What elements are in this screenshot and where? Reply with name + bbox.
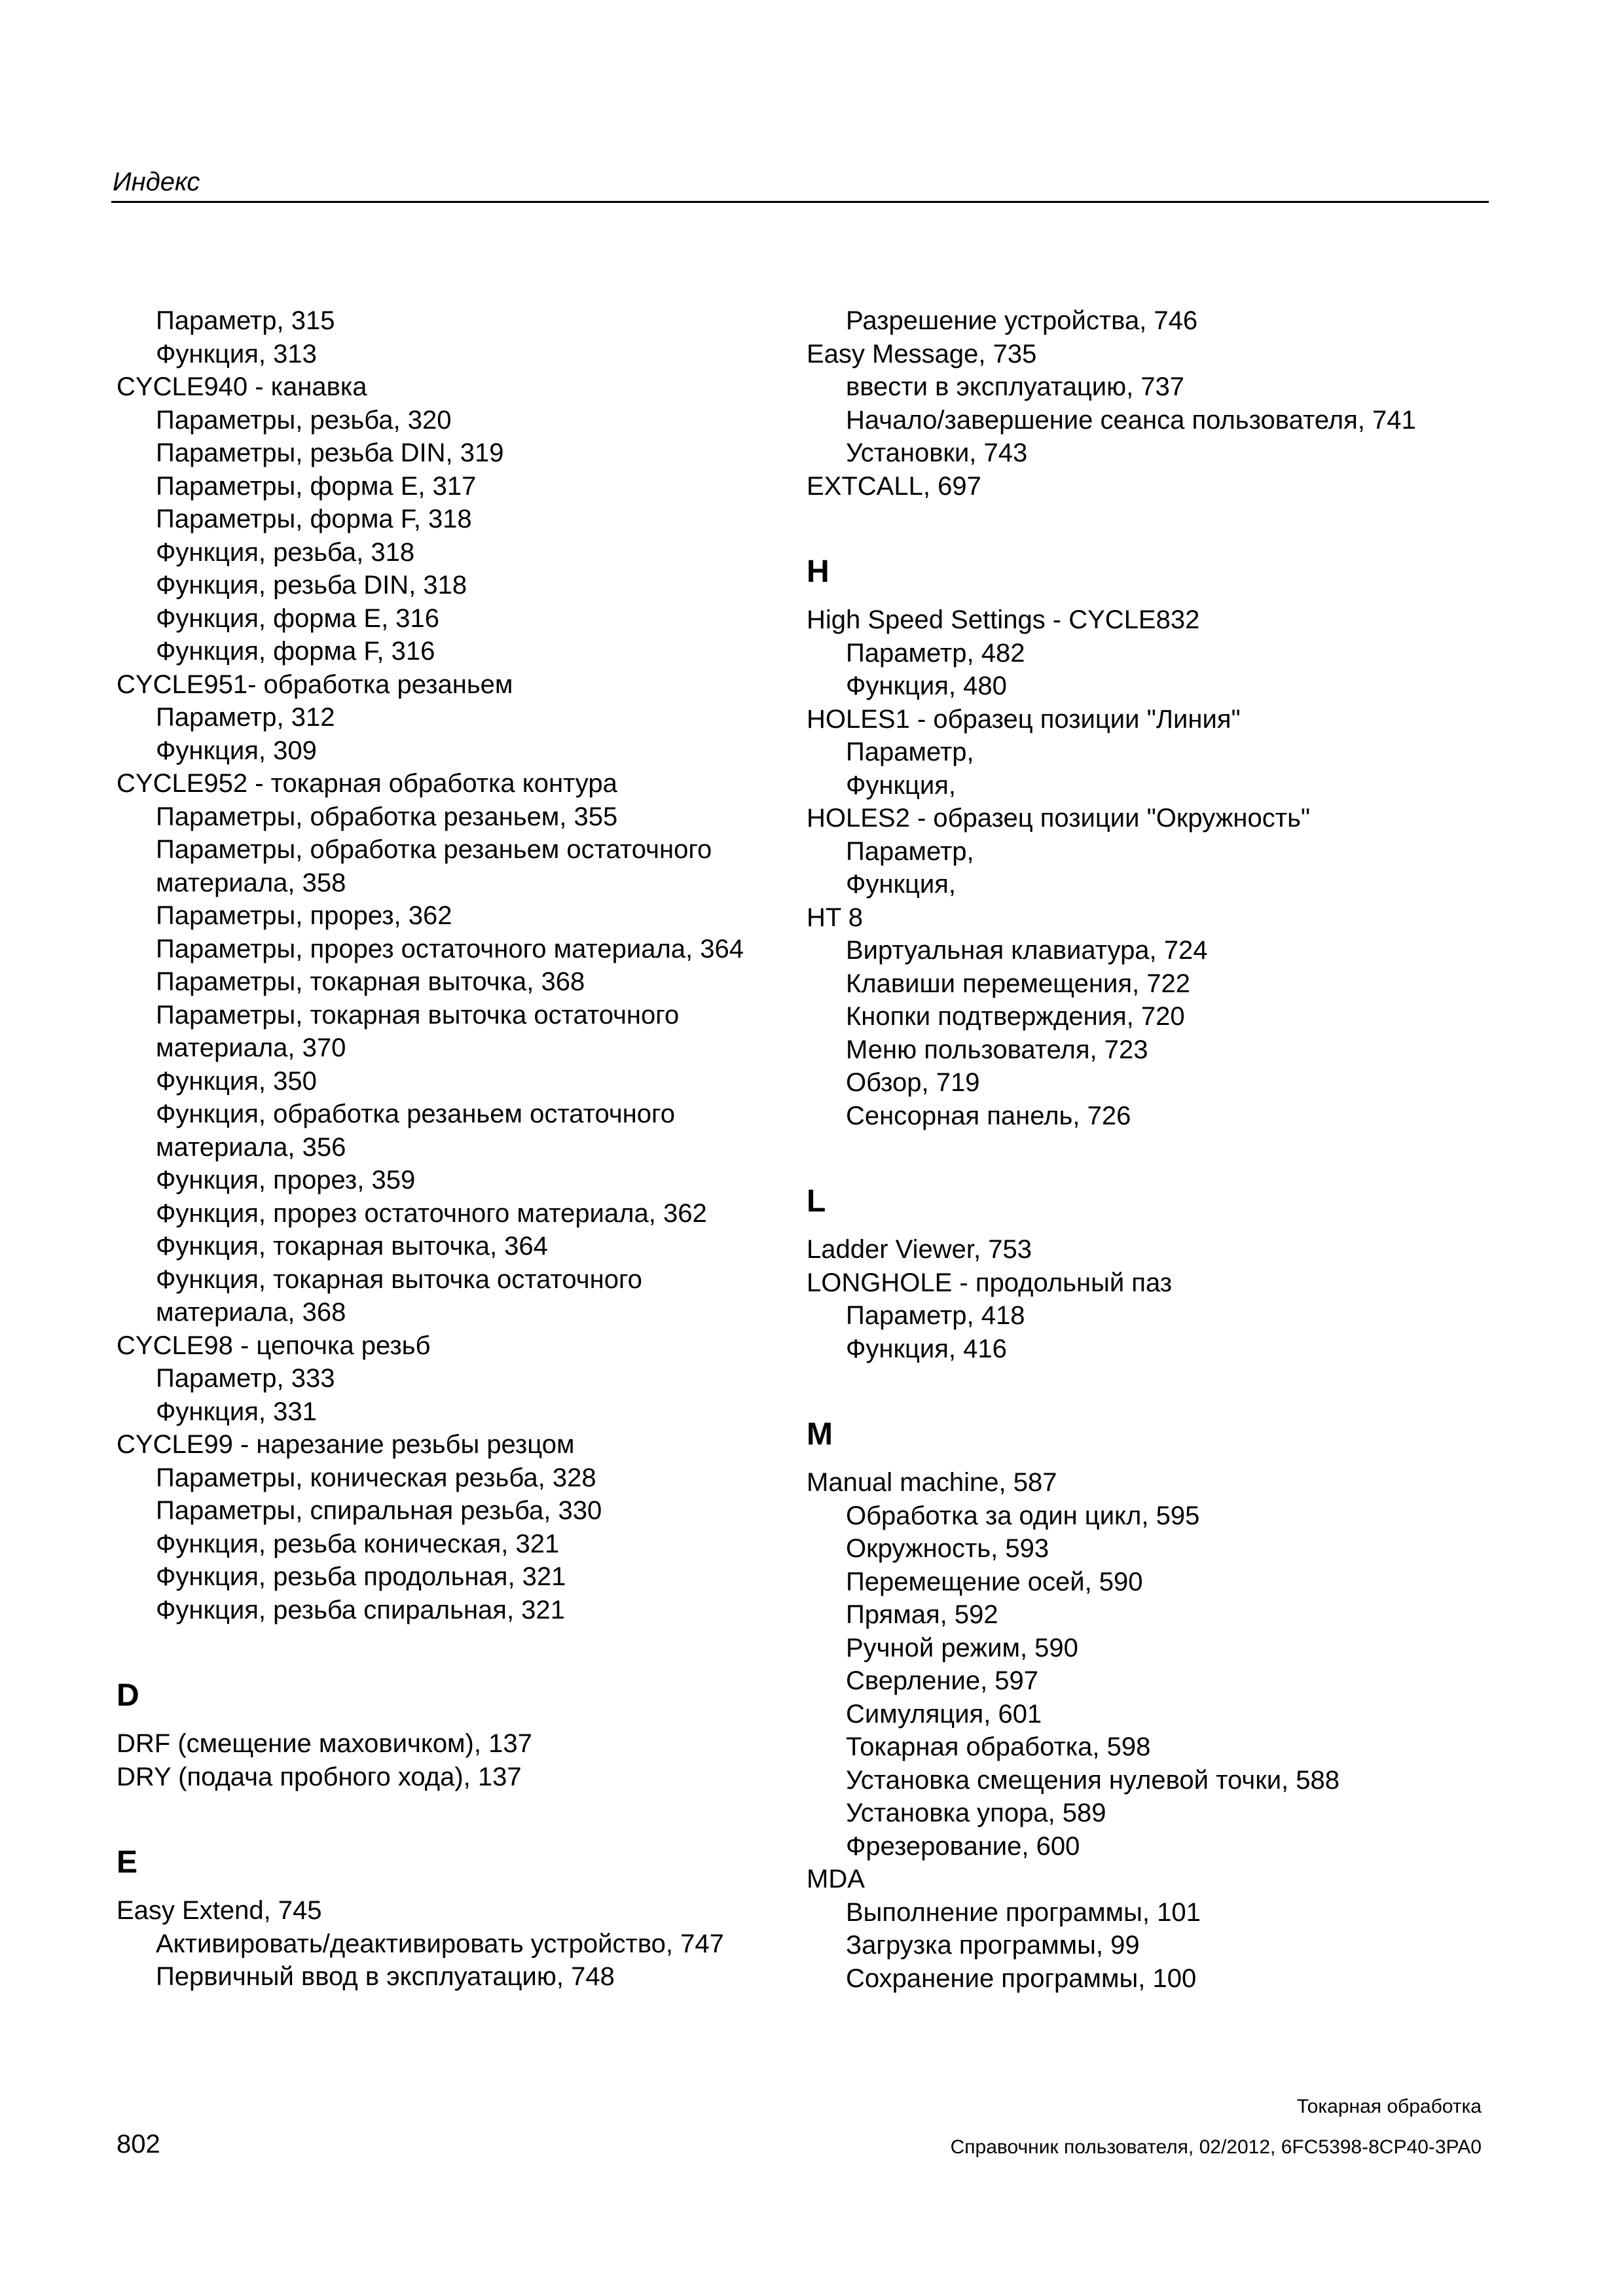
index-subentry: Параметры, спиральная резьба, 330 (156, 1496, 602, 1525)
index-subentry: Функция, прорез, 359 (156, 1166, 416, 1194)
index-subentry: Функция, резьба спиральная, 321 (156, 1595, 565, 1624)
footer-book-title: Токарная обработка (1296, 2096, 1482, 2117)
index-subentry: Сенсорная панель, 726 (846, 1101, 1131, 1130)
index-subentry: Функция, резьба продольная, 321 (156, 1562, 566, 1591)
index-entry: Ladder Viewer, 753 (807, 1235, 1032, 1264)
index-subentry: Меню пользователя, 723 (846, 1035, 1148, 1064)
index-subentry: Функция, форма F, 316 (156, 637, 435, 666)
index-entry: DRY (подача пробного хода), 137 (117, 1762, 522, 1791)
index-subentry: Прямая, 592 (846, 1600, 998, 1629)
index-subentry: Параметры, токарная выточка остаточного (156, 1000, 680, 1030)
index-entry: CYCLE940 - канавка (117, 372, 367, 401)
index-subentry: Окружность, 593 (846, 1534, 1049, 1563)
header-divider (111, 201, 1489, 203)
running-header-title: Индекс (113, 168, 200, 196)
index-subentry: Активировать/деактивировать устройство, 747 (156, 1929, 724, 1958)
index-section-letter: D (117, 1678, 139, 1713)
index-subentry: Кнопки подтверждения, 720 (846, 1002, 1185, 1031)
index-subentry: Параметры, прорез, 362 (156, 901, 452, 930)
index-subentry: Параметр, (846, 836, 974, 866)
page-number: 802 (117, 2130, 160, 2159)
index-subentry: Ручной режим, 590 (846, 1633, 1078, 1662)
index-subentry: Параметры, прорез остаточного материала, 364 (156, 934, 744, 963)
index-subentry: Параметр, 312 (156, 703, 335, 732)
index-subentry: Установки, 743 (846, 439, 1028, 467)
index-subentry: Параметры, обработка резаньем, 355 (156, 802, 618, 831)
index-entry: CYCLE98 - цепочка резьб (117, 1331, 431, 1360)
index-entry: High Speed Settings - CYCLE832 (807, 605, 1200, 634)
index-subentry: Функция, прорез остаточного материала, 362 (156, 1198, 707, 1228)
index-entry: HT 8 (807, 903, 863, 932)
index-subentry: Сверление, 597 (846, 1666, 1039, 1695)
index-subentry: Параметры, обработка резаньем остаточного (156, 835, 712, 864)
index-subentry: Параметр, 418 (846, 1301, 1025, 1330)
index-subentry: Обработка за один цикл, 595 (846, 1501, 1200, 1530)
index-subentry: ввести в эксплуатацию, 737 (846, 372, 1185, 401)
index-subentry: Функция, (846, 870, 957, 899)
index-subentry: Начало/завершение сеанса пользователя, 741 (846, 405, 1416, 435)
index-entry: MDA (807, 1865, 865, 1893)
index-entry: DRF (смещение маховичком), 137 (117, 1729, 532, 1758)
index-subentry: Функция, 480 (846, 672, 1007, 700)
index-subentry: Параметры, резьба, 320 (156, 405, 452, 435)
index-subentry: Параметры, токарная выточка, 368 (156, 967, 585, 996)
index-subentry: Параметр, 315 (156, 306, 335, 335)
index-section-letter: E (117, 1845, 138, 1880)
index-subentry: Фрезерование, 600 (846, 1831, 1080, 1861)
index-subentry: Функция, обработка резаньем остаточного (156, 1100, 675, 1128)
index-subentry: Функция, 313 (156, 339, 317, 368)
index-subentry: материала, 358 (156, 868, 346, 897)
index-entry: HOLES1 - образец позиции "Линия" (807, 704, 1241, 734)
index-entry: Manual machine, 587 (807, 1468, 1057, 1497)
index-subentry: Функция, резьба, 318 (156, 537, 415, 567)
index-subentry: Функция, токарная выточка, 364 (156, 1232, 548, 1261)
index-subentry: Параметры, коническая резьба, 328 (156, 1463, 596, 1492)
index-entry: EXTCALL, 697 (807, 471, 981, 501)
index-subentry: Параметр, 333 (156, 1364, 335, 1393)
index-subentry: Токарная обработка, 598 (846, 1732, 1151, 1761)
index-subentry: Параметры, резьба DIN, 319 (156, 439, 504, 467)
index-subentry: Виртуальная клавиатура, 724 (846, 936, 1208, 965)
index-entry: LONGHOLE - продольный паз (807, 1268, 1173, 1297)
index-subentry: Функция, (846, 770, 957, 800)
index-entry: CYCLE99 - нарезание резьбы резцом (117, 1430, 575, 1459)
index-column-right (807, 304, 1481, 1995)
index-section-letter: H (807, 554, 830, 589)
index-subentry: Установка упора, 589 (846, 1799, 1106, 1827)
index-subentry: Параметры, форма E, 317 (156, 471, 477, 501)
index-subentry: Функция, резьба коническая, 321 (156, 1529, 560, 1558)
index-subentry: Разрешение устройства, 746 (846, 306, 1198, 335)
index-entry: Easy Extend, 745 (117, 1896, 322, 1925)
index-subentry: Функция, 331 (156, 1397, 317, 1426)
index-subentry: Параметры, форма F, 318 (156, 505, 472, 533)
index-subentry: материала, 370 (156, 1033, 346, 1062)
index-subentry: Функция, 416 (846, 1334, 1007, 1363)
index-subentry: Клавиши перемещения, 722 (846, 969, 1190, 998)
index-subentry: Функция, форма E, 316 (156, 603, 440, 633)
index-entry: Easy Message, 735 (807, 339, 1037, 368)
index-subentry: Параметр, 482 (846, 638, 1025, 668)
index-subentry: Выполнение программы, 101 (846, 1897, 1201, 1927)
index-subentry: Параметр, (846, 738, 974, 766)
index-subentry: Первичный ввод в эксплуатацию, 748 (156, 1962, 615, 1991)
index-subentry: Сохранение программы, 100 (846, 1964, 1197, 1993)
index-subentry: Обзор, 719 (846, 1068, 980, 1097)
index-section-letter: L (807, 1184, 826, 1219)
index-subentry: Установка смещения нулевой точки, 588 (846, 1765, 1340, 1795)
index-subentry: Симуляция, 601 (846, 1699, 1042, 1729)
index-subentry: Функция, 309 (156, 736, 317, 765)
index-subentry: Перемещение осей, 590 (846, 1567, 1143, 1596)
index-subentry: Загрузка программы, 99 (846, 1931, 1140, 1960)
index-subentry: Функция, резьба DIN, 318 (156, 571, 467, 600)
footer-manual-info: Справочник пользователя, 02/2012, 6FC5398-8CP40-3PA0 (950, 2136, 1482, 2158)
index-subentry: Функция, 350 (156, 1066, 317, 1096)
index-entry: HOLES2 - образец позиции "Окружность" (807, 804, 1311, 833)
index-subentry: материала, 356 (156, 1132, 346, 1162)
index-subentry: Функция, токарная выточка остаточного (156, 1265, 642, 1294)
index-section-letter: M (807, 1417, 833, 1452)
index-subentry: материала, 368 (156, 1298, 346, 1327)
index-entry: CYCLE951- обработка резаньем (117, 670, 513, 699)
index-entry: CYCLE952 - токарная обработка контура (117, 769, 617, 798)
index-column-left (117, 304, 791, 1994)
